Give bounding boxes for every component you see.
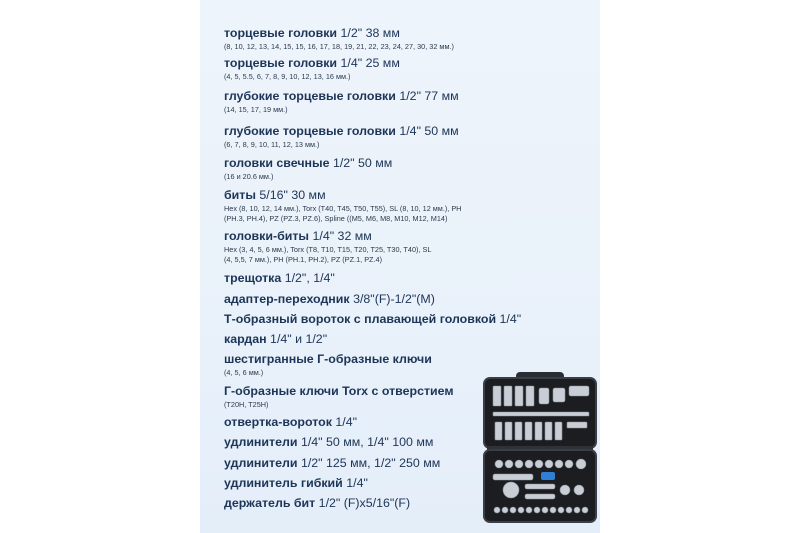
item-spec: 1/2" 125 мм, 1/2" 250 мм [300, 456, 441, 470]
list-item [224, 332, 327, 347]
item-spec: 1/2" 38 мм [340, 26, 400, 40]
item-name: глубокие торцевые головки [224, 89, 396, 103]
item-name: держатель бит [224, 496, 316, 510]
item-spec: 1/2" (F)х5/16"(F) [318, 496, 411, 510]
list-item [224, 352, 432, 378]
item-details: (T20H, T25H) [224, 400, 269, 409]
list-item [224, 26, 454, 52]
item-spec: 1/2" 50 мм [332, 156, 393, 170]
item-spec: 1/2" 77 мм [399, 89, 459, 103]
item-details: Hex (8, 10, 12, 14 мм.), Torx (T40, T45, T50, T55), SL (8, 10, 12 мм.), PH [224, 204, 462, 213]
item-details: Hex (3, 4, 5, 6 мм.), Torx (T8, T10, T15, T20, T25, T30, T40), SL [224, 245, 432, 254]
item-spec: 1/4" 25 мм [340, 56, 400, 70]
item-spec: 1/4" 32 мм [312, 229, 372, 243]
item-details: (16 и 20.6 мм.) [224, 172, 274, 181]
item-spec: 1/4" 50 мм, 1/4" 100 мм [300, 435, 434, 449]
item-name: биты [224, 188, 256, 202]
list-item [224, 456, 440, 471]
item-spec: 5/16" 30 мм [259, 188, 326, 202]
item-name: адаптер-переходник [224, 292, 350, 306]
tool-case-icon [481, 372, 599, 525]
list-item [224, 476, 368, 491]
item-spec: 1/2", 1/4" [284, 271, 335, 285]
item-name: Т-образный вороток с плавающей головкой [224, 312, 497, 326]
item-name: головки-биты [224, 229, 310, 243]
item-details: (6, 7, 8, 9, 10, 11, 12, 13 мм.) [224, 140, 320, 149]
item-spec: 3/8"(F)-1/2"(M) [353, 292, 435, 306]
list-item [224, 271, 335, 286]
item-name: удлинители [224, 456, 298, 470]
item-name: головки свечные [224, 156, 330, 170]
item-name: трещотка [224, 271, 282, 285]
item-spec: 1/4" [499, 312, 522, 326]
item-spec: 1/4" 50 мм [399, 124, 459, 138]
item-spec: 1/4" [346, 476, 368, 490]
item-name: кардан [224, 332, 267, 346]
item-details: (4, 5, 5.5, 6, 7, 8, 9, 10, 12, 13, 16 мм.) [224, 72, 351, 81]
list-item [224, 384, 454, 410]
list-item [224, 435, 433, 450]
item-name: удлинители [224, 435, 298, 449]
item-details: (8, 10, 12, 13, 14, 15, 15, 16, 17, 18, 19, 21, 22, 23, 24, 27, 30, 32 мм.) [224, 42, 454, 51]
item-details: (14, 15, 17, 19 мм.) [224, 105, 288, 114]
item-details: (PH.3, PH.4), PZ (PZ.3, PZ.6), Spline ((M5, M6, M8, M10, M12, M14) [224, 214, 448, 223]
list-item [224, 229, 431, 265]
list-item [224, 312, 521, 327]
list-item [224, 124, 459, 150]
item-name: торцевые головки [224, 26, 338, 40]
list-item [224, 188, 461, 224]
item-spec: 1/4" [335, 415, 357, 429]
item-name: шестигранные Г-образные ключи [224, 352, 432, 366]
item-name: глубокие торцевые головки [224, 124, 396, 138]
list-item [224, 89, 459, 115]
item-details: (4, 5, 6 мм.) [224, 368, 264, 377]
list-item [224, 56, 400, 82]
list-item [224, 292, 435, 307]
item-details: (4, 5,5, 7 мм.), PH (PH.1, PH.2), PZ (PZ.1, PZ.4) [224, 255, 383, 264]
list-item [224, 156, 392, 182]
item-name: Г-образные ключи Torx с отверстием [224, 384, 454, 398]
list-item [224, 496, 410, 511]
list-item [224, 415, 357, 430]
item-spec: 1/4" и 1/2" [270, 332, 328, 346]
item-name: торцевые головки [224, 56, 338, 70]
item-name: удлинитель гибкий [224, 476, 343, 490]
item-name: отвертка-вороток [224, 415, 332, 429]
